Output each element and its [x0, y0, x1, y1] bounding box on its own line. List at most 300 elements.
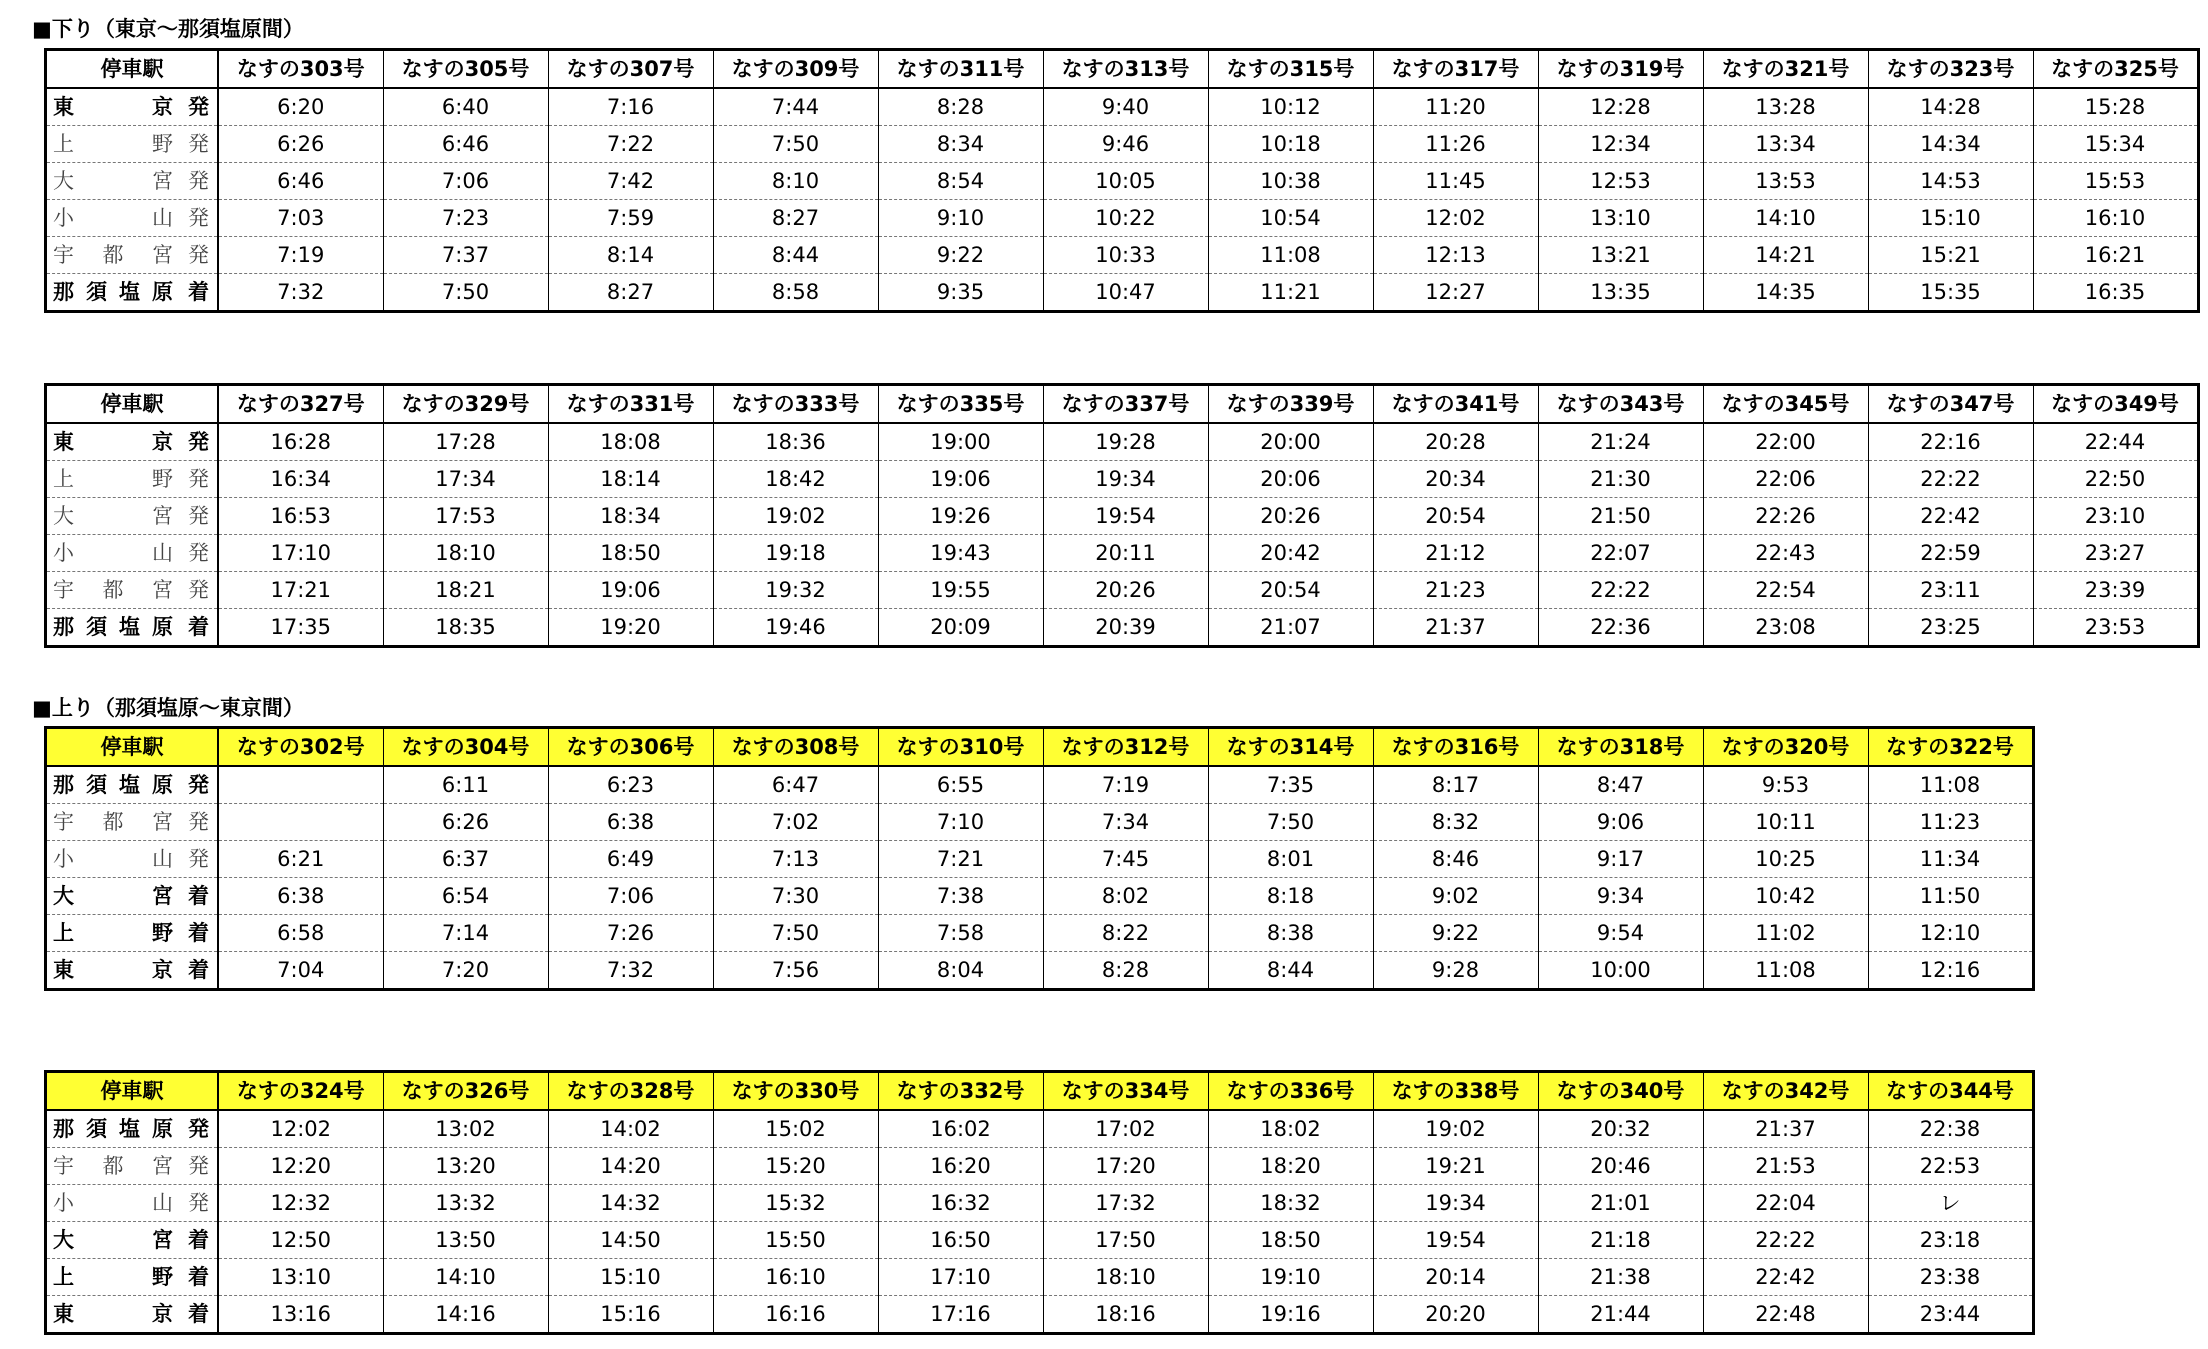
time-cell: 13:35 [1538, 274, 1703, 312]
time-cell: 21:50 [1538, 498, 1703, 535]
timetable-down-2 [44, 383, 2200, 648]
timetable-up-1 [44, 726, 2035, 991]
train-name-header: なすの324号 [218, 1072, 383, 1111]
time-cell: 15:28 [2033, 88, 2198, 126]
time-cell: 17:10 [878, 1259, 1043, 1296]
time-cell: 14:16 [383, 1296, 548, 1334]
time-cell: 7:50 [383, 274, 548, 312]
train-name-header: なすの319号 [1538, 50, 1703, 89]
time-cell: 7:16 [548, 88, 713, 126]
time-cell: 20:26 [1043, 572, 1208, 609]
time-cell: 19:28 [1043, 423, 1208, 461]
station-name: 宇 都 宮 [53, 1154, 173, 1178]
time-cell: 23:10 [2033, 498, 2198, 535]
header-row [46, 385, 2199, 424]
station-column-header: 停車駅 [46, 50, 219, 89]
time-cell: 18:34 [548, 498, 713, 535]
train-name-header: なすの309号 [713, 50, 878, 89]
time-cell: 18:08 [548, 423, 713, 461]
time-cell: 6:46 [383, 126, 548, 163]
time-cell: 13:02 [383, 1110, 548, 1148]
time-cell: 9:28 [1373, 952, 1538, 990]
time-cell: 8:18 [1208, 878, 1373, 915]
time-cell: 18:20 [1208, 1148, 1373, 1185]
time-cell: 16:32 [878, 1185, 1043, 1222]
station-name: 那 須 塩 原 [53, 615, 173, 639]
time-cell: 16:28 [218, 423, 383, 461]
station-name: 大 宮 [53, 884, 173, 908]
time-cell: 19:34 [1373, 1185, 1538, 1222]
station-cell [46, 237, 219, 274]
train-name-header: なすの308号 [713, 728, 878, 767]
time-cell: 8:27 [713, 200, 878, 237]
time-cell: 6:26 [218, 126, 383, 163]
train-name-header: なすの304号 [383, 728, 548, 767]
time-cell: 17:50 [1043, 1222, 1208, 1259]
time-cell: 17:32 [1043, 1185, 1208, 1222]
time-cell: 17:53 [383, 498, 548, 535]
time-cell: 6:23 [548, 766, 713, 804]
time-cell: 9:35 [878, 274, 1043, 312]
time-cell: 7:20 [383, 952, 548, 990]
time-cell [218, 804, 383, 841]
time-cell: 7:45 [1043, 841, 1208, 878]
time-cell: 9:53 [1703, 766, 1868, 804]
arrive-depart-label: 発 [188, 541, 209, 565]
train-name-header: なすの339号 [1208, 385, 1373, 424]
table-row [46, 1148, 2034, 1185]
station-name: 宇 都 宮 [53, 810, 173, 834]
time-cell: 19:06 [878, 461, 1043, 498]
time-cell: 9:06 [1538, 804, 1703, 841]
train-name-header: なすの343号 [1538, 385, 1703, 424]
time-cell: 22:43 [1703, 535, 1868, 572]
time-cell: 18:21 [383, 572, 548, 609]
time-cell: 19:34 [1043, 461, 1208, 498]
train-name-header: なすの344号 [1868, 1072, 2033, 1111]
time-cell: 13:10 [1538, 200, 1703, 237]
time-cell: 18:42 [713, 461, 878, 498]
time-cell: 12:16 [1868, 952, 2033, 990]
time-cell: 21:23 [1373, 572, 1538, 609]
time-cell: 17:02 [1043, 1110, 1208, 1148]
arrive-depart-label: 発 [188, 95, 209, 119]
arrive-depart-label: 発 [188, 504, 209, 528]
station-cell [46, 1222, 219, 1259]
time-cell: 13:50 [383, 1222, 548, 1259]
table-row [46, 952, 2034, 990]
time-cell: 7:50 [713, 126, 878, 163]
train-name-header: なすの332号 [878, 1072, 1043, 1111]
train-name-header: なすの305号 [383, 50, 548, 89]
table-row [46, 498, 2199, 535]
time-cell: 21:37 [1373, 609, 1538, 647]
time-cell: 22:06 [1703, 461, 1868, 498]
time-cell: 19:43 [878, 535, 1043, 572]
time-cell: 7:44 [713, 88, 878, 126]
time-cell: 16:20 [878, 1148, 1043, 1185]
time-cell: 12:53 [1538, 163, 1703, 200]
time-cell: 16:35 [2033, 274, 2198, 312]
time-cell: 17:20 [1043, 1148, 1208, 1185]
time-cell: 7:02 [713, 804, 878, 841]
time-cell: 19:32 [713, 572, 878, 609]
time-cell: 18:50 [1208, 1222, 1373, 1259]
table-row [46, 200, 2199, 237]
station-name: 東 京 [53, 430, 173, 454]
train-name-header: なすの329号 [383, 385, 548, 424]
station-cell [46, 163, 219, 200]
train-name-header: なすの326号 [383, 1072, 548, 1111]
time-cell: 19:00 [878, 423, 1043, 461]
time-cell: 20:20 [1373, 1296, 1538, 1334]
time-cell: 21:30 [1538, 461, 1703, 498]
train-name-header: なすの323号 [1868, 50, 2033, 89]
time-cell: 20:14 [1373, 1259, 1538, 1296]
time-cell: 8:47 [1538, 766, 1703, 804]
header-row [46, 1072, 2034, 1111]
arrive-depart-label: 発 [188, 847, 209, 871]
time-cell: 22:22 [1868, 461, 2033, 498]
arrive-depart-label: 発 [188, 1154, 209, 1178]
time-cell: 23:25 [1868, 609, 2033, 647]
station-name: 東 京 [53, 958, 173, 982]
time-cell: 22:38 [1868, 1110, 2033, 1148]
time-cell: 19:55 [878, 572, 1043, 609]
time-cell: 7:19 [218, 237, 383, 274]
time-cell: 16:53 [218, 498, 383, 535]
time-cell: 13:34 [1703, 126, 1868, 163]
train-name-header: なすの307号 [548, 50, 713, 89]
time-cell: 9:54 [1538, 915, 1703, 952]
time-cell: 8:38 [1208, 915, 1373, 952]
time-cell: 15:50 [713, 1222, 878, 1259]
time-cell: 6:58 [218, 915, 383, 952]
time-cell: 21:07 [1208, 609, 1373, 647]
time-cell: 20:28 [1373, 423, 1538, 461]
time-cell: 18:32 [1208, 1185, 1373, 1222]
time-cell: 12:50 [218, 1222, 383, 1259]
station-column-header: 停車駅 [46, 728, 219, 767]
time-cell: 6:26 [383, 804, 548, 841]
time-cell: 9:02 [1373, 878, 1538, 915]
time-cell: 11:08 [1703, 952, 1868, 990]
time-cell: 7:37 [383, 237, 548, 274]
time-cell: 23:38 [1868, 1259, 2033, 1296]
station-name: 大 宮 [53, 1228, 173, 1252]
station-cell [46, 1296, 219, 1334]
time-cell [218, 766, 383, 804]
time-cell: 6:47 [713, 766, 878, 804]
time-cell: 18:10 [1043, 1259, 1208, 1296]
arrive-depart-label: 着 [188, 1302, 209, 1326]
time-cell: 20:11 [1043, 535, 1208, 572]
train-name-header: なすの313号 [1043, 50, 1208, 89]
header-row [46, 50, 2199, 89]
station-name: 宇 都 宮 [53, 578, 173, 602]
time-cell: 12:02 [1373, 200, 1538, 237]
time-cell: 11:50 [1868, 878, 2033, 915]
time-cell: 10:22 [1043, 200, 1208, 237]
time-cell: 14:02 [548, 1110, 713, 1148]
time-cell: 18:02 [1208, 1110, 1373, 1148]
time-cell: 21:18 [1538, 1222, 1703, 1259]
time-cell: 14:53 [1868, 163, 2033, 200]
arrive-depart-label: 発 [188, 132, 209, 156]
time-cell: 9:22 [1373, 915, 1538, 952]
time-cell: 10:54 [1208, 200, 1373, 237]
timetable-down-1 [44, 48, 2200, 313]
time-cell: 18:36 [713, 423, 878, 461]
time-cell: 10:42 [1703, 878, 1868, 915]
time-cell: 22:48 [1703, 1296, 1868, 1334]
time-cell: 22:42 [1868, 498, 2033, 535]
time-cell: 8:34 [878, 126, 1043, 163]
time-cell: 19:54 [1373, 1222, 1538, 1259]
table-row [46, 766, 2034, 804]
time-cell: 19:54 [1043, 498, 1208, 535]
time-cell: 17:28 [383, 423, 548, 461]
time-cell: 21:01 [1538, 1185, 1703, 1222]
time-cell: 21:12 [1373, 535, 1538, 572]
station-cell [46, 1148, 219, 1185]
time-cell: 17:35 [218, 609, 383, 647]
station-cell [46, 1110, 219, 1148]
train-name-header: なすの338号 [1373, 1072, 1538, 1111]
station-cell [46, 766, 219, 804]
train-name-header: なすの310号 [878, 728, 1043, 767]
time-cell: 13:20 [383, 1148, 548, 1185]
time-cell: 6:49 [548, 841, 713, 878]
time-cell: 19:46 [713, 609, 878, 647]
time-cell: 23:11 [1868, 572, 2033, 609]
time-cell: 23:53 [2033, 609, 2198, 647]
train-name-header: なすの341号 [1373, 385, 1538, 424]
train-name-header: なすの306号 [548, 728, 713, 767]
time-cell: 7:19 [1043, 766, 1208, 804]
time-cell: 8:54 [878, 163, 1043, 200]
train-name-header: なすの328号 [548, 1072, 713, 1111]
time-cell: 21:38 [1538, 1259, 1703, 1296]
time-cell: 7:56 [713, 952, 878, 990]
time-cell: 11:26 [1373, 126, 1538, 163]
time-cell: 21:37 [1703, 1110, 1868, 1148]
arrive-depart-label: 発 [188, 243, 209, 267]
time-cell: 7:35 [1208, 766, 1373, 804]
time-cell: 20:06 [1208, 461, 1373, 498]
train-name-header: なすの331号 [548, 385, 713, 424]
time-cell: 7:26 [548, 915, 713, 952]
train-name-header: なすの315号 [1208, 50, 1373, 89]
time-cell: 16:34 [218, 461, 383, 498]
train-name-header: なすの317号 [1373, 50, 1538, 89]
station-cell [46, 200, 219, 237]
table-row [46, 423, 2199, 461]
train-name-header: なすの318号 [1538, 728, 1703, 767]
time-cell: 7:59 [548, 200, 713, 237]
station-name: 大 宮 [53, 169, 173, 193]
table-row [46, 878, 2034, 915]
time-cell: 21:53 [1703, 1148, 1868, 1185]
time-cell: 18:35 [383, 609, 548, 647]
train-name-header: なすの330号 [713, 1072, 878, 1111]
time-cell: 14:50 [548, 1222, 713, 1259]
station-cell [46, 915, 219, 952]
time-cell: 10:47 [1043, 274, 1208, 312]
time-cell: 15:20 [713, 1148, 878, 1185]
time-cell: 6:21 [218, 841, 383, 878]
time-cell: 15:16 [548, 1296, 713, 1334]
time-cell: 6:55 [878, 766, 1043, 804]
table-row [46, 841, 2034, 878]
time-cell: 8:44 [713, 237, 878, 274]
time-cell: 7:32 [548, 952, 713, 990]
station-name: 那 須 塩 原 [53, 773, 173, 797]
time-cell: 22:22 [1703, 1222, 1868, 1259]
station-column-header: 停車駅 [46, 385, 219, 424]
time-cell: 7:21 [878, 841, 1043, 878]
time-cell: 7:58 [878, 915, 1043, 952]
time-cell: 22:04 [1703, 1185, 1868, 1222]
station-cell [46, 1259, 219, 1296]
station-name: 小 山 [53, 541, 173, 565]
time-cell: 7:30 [713, 878, 878, 915]
time-cell: 22:50 [2033, 461, 2198, 498]
arrive-depart-label: 発 [188, 206, 209, 230]
time-cell: 7:10 [878, 804, 1043, 841]
table-row [46, 237, 2199, 274]
time-cell: 14:21 [1703, 237, 1868, 274]
time-cell: 9:46 [1043, 126, 1208, 163]
time-cell: 19:18 [713, 535, 878, 572]
time-cell: 8:14 [548, 237, 713, 274]
time-cell: 7:22 [548, 126, 713, 163]
time-cell: 10:33 [1043, 237, 1208, 274]
time-cell: 11:34 [1868, 841, 2033, 878]
station-cell [46, 88, 219, 126]
time-cell: 14:34 [1868, 126, 2033, 163]
time-cell: 7:32 [218, 274, 383, 312]
time-cell: 11:20 [1373, 88, 1538, 126]
time-cell: 19:06 [548, 572, 713, 609]
station-cell [46, 572, 219, 609]
time-cell: 22:22 [1538, 572, 1703, 609]
time-cell: 20:39 [1043, 609, 1208, 647]
time-cell: 7:50 [1208, 804, 1373, 841]
table-row [46, 1185, 2034, 1222]
table-row [46, 126, 2199, 163]
time-cell: 7:23 [383, 200, 548, 237]
arrive-depart-label: 着 [188, 615, 209, 639]
time-cell: 19:26 [878, 498, 1043, 535]
time-cell: 11:08 [1208, 237, 1373, 274]
time-cell: 22:53 [1868, 1148, 2033, 1185]
time-cell: 16:02 [878, 1110, 1043, 1148]
time-cell: 20:09 [878, 609, 1043, 647]
time-cell: 10:12 [1208, 88, 1373, 126]
time-cell: 7:42 [548, 163, 713, 200]
time-cell: 18:50 [548, 535, 713, 572]
time-cell: 22:44 [2033, 423, 2198, 461]
time-cell: 11:23 [1868, 804, 2033, 841]
table-row [46, 163, 2199, 200]
time-cell: 6:40 [383, 88, 548, 126]
table-row [46, 572, 2199, 609]
train-name-header: なすの302号 [218, 728, 383, 767]
train-name-header: なすの325号 [2033, 50, 2198, 89]
station-name: 那 須 塩 原 [53, 1117, 173, 1141]
time-cell: 22:26 [1703, 498, 1868, 535]
time-cell: 19:02 [713, 498, 878, 535]
table-row [46, 609, 2199, 647]
station-name: 上 野 [53, 1265, 173, 1289]
station-cell [46, 498, 219, 535]
table-row [46, 1110, 2034, 1148]
time-cell: 15:53 [2033, 163, 2198, 200]
time-cell: 6:54 [383, 878, 548, 915]
arrive-depart-label: 着 [188, 1265, 209, 1289]
time-cell: 8:28 [1043, 952, 1208, 990]
time-cell: 10:18 [1208, 126, 1373, 163]
time-cell: 13:21 [1538, 237, 1703, 274]
time-cell: 10:11 [1703, 804, 1868, 841]
time-cell: 20:32 [1538, 1110, 1703, 1148]
station-name: 小 山 [53, 847, 173, 871]
time-cell: 19:16 [1208, 1296, 1373, 1334]
time-cell: 18:16 [1043, 1296, 1208, 1334]
time-cell: 22:42 [1703, 1259, 1868, 1296]
time-cell: 20:54 [1208, 572, 1373, 609]
station-name: 上 野 [53, 467, 173, 491]
arrive-depart-label: 発 [188, 773, 209, 797]
station-cell [46, 841, 219, 878]
time-cell: 15:34 [2033, 126, 2198, 163]
train-name-header: なすの349号 [2033, 385, 2198, 424]
train-name-header: なすの342号 [1703, 1072, 1868, 1111]
train-name-header: なすの337号 [1043, 385, 1208, 424]
time-cell: 11:21 [1208, 274, 1373, 312]
time-cell: 17:16 [878, 1296, 1043, 1334]
train-name-header: なすの311号 [878, 50, 1043, 89]
time-cell: 19:21 [1373, 1148, 1538, 1185]
time-cell: 8:27 [548, 274, 713, 312]
time-cell: 10:00 [1538, 952, 1703, 990]
time-cell: 13:53 [1703, 163, 1868, 200]
train-name-header: なすの320号 [1703, 728, 1868, 767]
table-row [46, 461, 2199, 498]
time-cell: 7:06 [383, 163, 548, 200]
time-cell: 6:20 [218, 88, 383, 126]
time-cell: 12:13 [1373, 237, 1538, 274]
time-cell: 15:10 [1868, 200, 2033, 237]
time-cell: 20:46 [1538, 1148, 1703, 1185]
time-cell: 6:11 [383, 766, 548, 804]
time-cell: 16:10 [2033, 200, 2198, 237]
time-cell: 15:32 [713, 1185, 878, 1222]
time-cell: 23:27 [2033, 535, 2198, 572]
arrive-depart-label: 着 [188, 884, 209, 908]
time-cell: 11:08 [1868, 766, 2033, 804]
train-name-header: なすの334号 [1043, 1072, 1208, 1111]
time-cell: 17:21 [218, 572, 383, 609]
time-cell: 7:03 [218, 200, 383, 237]
time-cell: 15:21 [1868, 237, 2033, 274]
time-cell: 22:07 [1538, 535, 1703, 572]
time-cell: 8:28 [878, 88, 1043, 126]
time-cell: レ [1868, 1185, 2033, 1222]
time-cell: 9:34 [1538, 878, 1703, 915]
train-name-header: なすの321号 [1703, 50, 1868, 89]
